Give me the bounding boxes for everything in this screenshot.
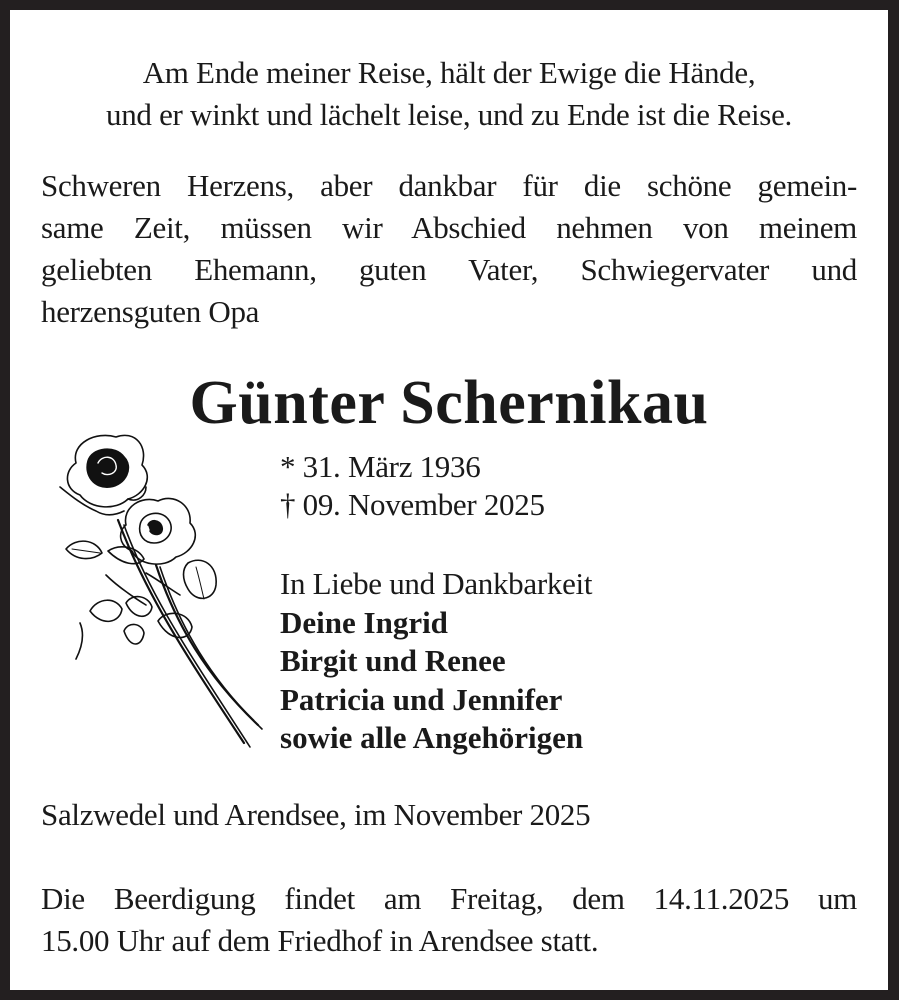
mourner-name: Birgit und Renee xyxy=(280,643,506,678)
poem-line: Am Ende meiner Reise, hält der Ewige die Hände, xyxy=(142,55,756,90)
intro-paragraph xyxy=(41,165,857,333)
place-and-date: Salzwedel und Arendsee, im November 2025 xyxy=(41,797,591,832)
poem-line: und er winkt und lächelt leise, und zu Ende ist die Reise. xyxy=(106,97,792,132)
obituary-notice xyxy=(10,10,888,990)
mourners-lead: In Liebe und Dankbarkeit xyxy=(280,566,593,601)
intro-line: geliebten Ehemann, guten Vater, Schwiegervater und xyxy=(41,252,857,287)
mourner-name: sowie alle Angehörigen xyxy=(280,720,584,755)
mourner-name: Deine Ingrid xyxy=(280,604,448,640)
poem-verse xyxy=(10,52,888,136)
funeral-line: 15.00 Uhr auf dem Friedhof in Arendsee statt. xyxy=(41,923,599,958)
intro-line: Schweren Herzens, aber dankbar für die schöne gemein- xyxy=(41,168,857,203)
birth-date: * 31. März 1936 xyxy=(280,449,481,484)
mourner-name: Patricia und Jennifer xyxy=(280,681,563,717)
intro-line: same Zeit, müssen wir Abschied nehmen von meinem xyxy=(41,210,857,245)
mourners-block xyxy=(280,565,592,758)
death-date: † 09. November 2025 xyxy=(280,487,545,522)
funeral-line: Die Beerdigung findet am Freitag, dem 14.11.2025 um xyxy=(41,881,857,916)
roses-icon xyxy=(46,425,266,755)
intro-line: herzensguten Opa xyxy=(41,294,260,329)
deceased-name: Günter Schernikau xyxy=(189,369,709,437)
funeral-info xyxy=(41,878,857,962)
life-dates xyxy=(280,448,545,524)
